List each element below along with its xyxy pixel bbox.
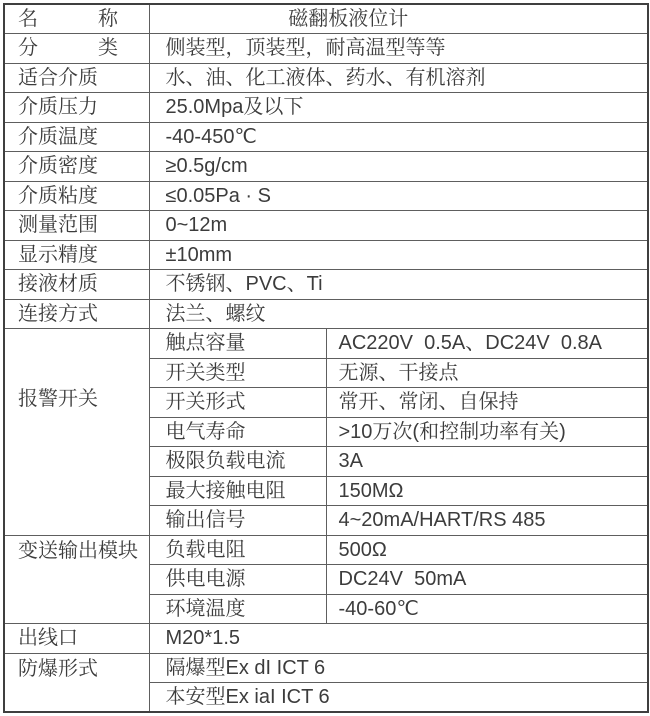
spec-value-media-temperature: -40-450℃	[149, 122, 648, 152]
spec-value-switch-type: 无源、干接点	[326, 358, 648, 388]
group-label-transmitter-module: 变送输出模块	[4, 535, 149, 624]
spec-value-suitable-media: 水、油、化工液体、药水、有机溶剂	[149, 63, 648, 93]
spec-sublabel-limit-load-current: 极限负载电流	[149, 447, 326, 477]
spec-label-media-viscosity: 介质粘度	[4, 181, 149, 211]
spec-value-power-supply: DC24V 50mA	[326, 565, 648, 595]
table-row	[4, 63, 648, 93]
table-row	[4, 93, 648, 123]
spec-sublabel-electrical-life: 电气寿命	[149, 417, 326, 447]
table-row	[4, 535, 648, 565]
spec-value-cable-entry: M20*1.5	[149, 624, 648, 654]
table-row	[4, 4, 648, 34]
spec-value-electrical-life: >10万次(和控制功率有关)	[326, 417, 648, 447]
spec-value-ambient-temperature: -40-60℃	[326, 594, 648, 624]
spec-value-contact-capacity: AC220V 0.5A、DC24V 0.8A	[326, 329, 648, 359]
spec-sublabel-load-resistance: 负载电阻	[149, 535, 326, 565]
spec-value-wetted-material: 不锈钢、PVC、Ti	[149, 270, 648, 300]
group-label-alarm-switch: 报警开关	[4, 329, 149, 536]
spec-value-limit-load-current: 3A	[326, 447, 648, 477]
spec-value-display-accuracy: ±10mm	[149, 240, 648, 270]
spec-value-connection-type: 法兰、螺纹	[149, 299, 648, 329]
table-row	[4, 211, 648, 241]
spec-label-category: 分 类	[4, 34, 149, 64]
spec-value-media-viscosity: ≤0.05Pa · S	[149, 181, 648, 211]
spec-value-measuring-range: 0~12m	[149, 211, 648, 241]
spec-sublabel-ambient-temperature: 环境温度	[149, 594, 326, 624]
table-row	[4, 152, 648, 182]
product-title: 磁翻板液位计	[149, 4, 648, 34]
table-row	[4, 624, 648, 654]
spec-sublabel-switch-type: 开关类型	[149, 358, 326, 388]
spec-value-switch-form: 常开、常闭、自保持	[326, 388, 648, 418]
spec-label-media-pressure: 介质压力	[4, 93, 149, 123]
table-row	[4, 270, 648, 300]
table-row	[4, 122, 648, 152]
spec-value-intrinsically-safe-type: 本安型Ex iaI ICT 6	[149, 683, 648, 713]
group-label-explosion-proof: 防爆形式	[4, 653, 149, 712]
table-row	[4, 329, 648, 359]
spec-value-category: 侧装型，顶装型，耐高温型等等	[149, 34, 648, 64]
spec-label-media-temperature: 介质温度	[4, 122, 149, 152]
table-row	[4, 181, 648, 211]
spec-label-suitable-media: 适合介质	[4, 63, 149, 93]
table-row	[4, 240, 648, 270]
spec-label-display-accuracy: 显示精度	[4, 240, 149, 270]
spec-sublabel-switch-form: 开关形式	[149, 388, 326, 418]
spec-label-name: 名 称	[4, 4, 149, 34]
spec-label-connection-type: 连接方式	[4, 299, 149, 329]
spec-sublabel-power-supply: 供电电源	[149, 565, 326, 595]
spec-label-measuring-range: 测量范围	[4, 211, 149, 241]
spec-sublabel-output-signal: 输出信号	[149, 506, 326, 536]
table-row	[4, 653, 648, 683]
spec-value-max-contact-resistance: 150MΩ	[326, 476, 648, 506]
spec-value-output-signal: 4~20mA/HART/RS 485	[326, 506, 648, 536]
spec-label-media-density: 介质密度	[4, 152, 149, 182]
spec-sublabel-max-contact-resistance: 最大接触电阻	[149, 476, 326, 506]
spec-value-load-resistance: 500Ω	[326, 535, 648, 565]
spec-value-flameproof-type: 隔爆型Ex dI ICT 6	[149, 653, 648, 683]
spec-label-wetted-material: 接液材质	[4, 270, 149, 300]
table-row	[4, 34, 648, 64]
spec-label-cable-entry: 出线口	[4, 624, 149, 654]
spec-value-media-pressure: 25.0Mpa及以下	[149, 93, 648, 123]
spec-table	[3, 3, 649, 713]
spec-value-media-density: ≥0.5g/cm	[149, 152, 648, 182]
table-row	[4, 299, 648, 329]
spec-sublabel-contact-capacity: 触点容量	[149, 329, 326, 359]
